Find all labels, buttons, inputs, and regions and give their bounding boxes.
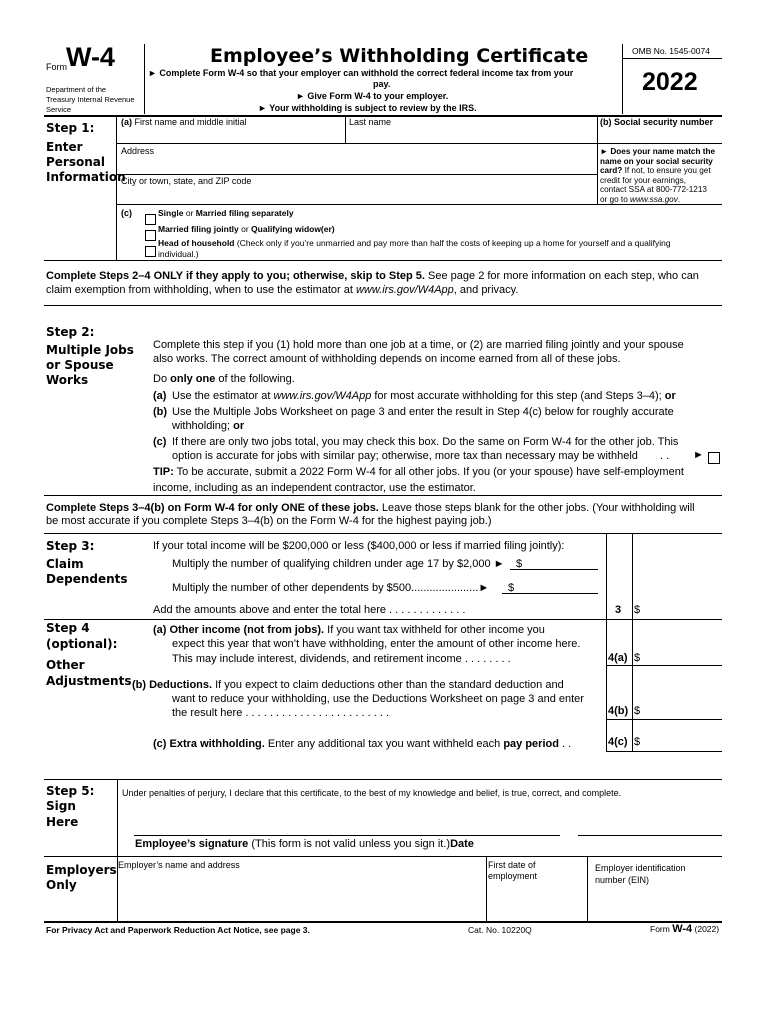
privacy-notice: For Privacy Act and Paperwork Reduction Act Notice, see page 3. [46, 925, 310, 935]
step-2-intro-2: also works. The correct amount of withholding depends on income earned from all of these jobs. [153, 353, 621, 365]
ssn-note-1: ► Does your name match the [600, 147, 716, 156]
step-2c-label: (c) [153, 436, 167, 448]
step-1-heading: Step 1: [46, 121, 95, 135]
step-2c-leader-dots: . . [660, 450, 670, 462]
ssn-note-3: card? If not, to ensure you get [600, 166, 711, 175]
step-2a-text: Use the estimator at www.irs.gov/W4App for most accurate withholding for this step (and Steps 3–4); or [172, 390, 676, 402]
head-of-household-option-label-2: individual.) [158, 249, 199, 259]
date-field[interactable] [578, 815, 720, 835]
header-instruction-3: ► Your withholding is subject to review by the IRS. [258, 103, 477, 113]
step-2-tip-1: TIP: To be accurate, submit a 2022 Form W-4 for all other jobs. If you (or your spouse) have self-employment [153, 466, 684, 478]
ssn-note-4: credit for your earnings, [600, 175, 687, 185]
step-2-sub-3: Works [46, 373, 89, 387]
dept-line-3: Service [46, 105, 72, 114]
ein-label-1: Employer identification [595, 863, 686, 873]
step-2-sub-1: Multiple Jobs [46, 343, 134, 357]
employer-name-field[interactable] [119, 872, 484, 918]
other-dependents-label: Multiply the number of other dependents by $500......................► [172, 582, 490, 594]
ssn-note [600, 147, 715, 204]
step-2-intro-1: Complete this step if you (1) hold more than one job at a time, or (2) are married filing jointly and your spouse [153, 339, 684, 351]
step-4-heading: Step 4 [46, 621, 90, 635]
two-jobs-checkbox[interactable] [708, 452, 720, 464]
first-name-label: (a) First name and middle initial [121, 117, 247, 127]
line-4b-amount-field[interactable] [644, 702, 720, 717]
ein-label-2: number (EIN) [595, 875, 650, 885]
omb-number: OMB No. 1545-0074 [632, 46, 710, 56]
step-1-sub-2: Personal [46, 155, 105, 169]
first-date-field[interactable] [488, 884, 585, 918]
step-4-heading-2: (optional): [46, 637, 118, 651]
ssn-note-5: contact SSA at 800-772-1213 [600, 185, 707, 194]
step-4a-line-1: (a) Other income (not from jobs). If you want tax withheld for other income you [153, 624, 545, 636]
footer-form-id: Form W-4 (2022) [650, 923, 720, 935]
married-jointly-checkbox[interactable] [145, 230, 156, 241]
step-5-sub-1: Sign [46, 799, 76, 813]
qualifying-children-label: Multiply the number of qualifying children under age 17 by $2,000 ► [172, 558, 505, 570]
step-4a-line-2: expect this year that won’t have withholding, enter the amount of other income here. [172, 638, 581, 650]
step-5-heading: Step 5: [46, 784, 95, 798]
ein-field[interactable] [590, 888, 720, 918]
step-2a-label: (a) [153, 390, 167, 402]
line-4c-number: 4(c) [608, 736, 628, 748]
step-2-do-one: Do only one of the following. [153, 373, 295, 385]
line-3-number: 3 [615, 604, 622, 616]
line-4a-amount-field[interactable] [644, 649, 720, 664]
ssn-note-2: name on your social security [600, 156, 713, 166]
step-4b-line-1: (b) Deductions. If you expect to claim deductions other than the standard deduction and [132, 679, 564, 691]
line-3-amount-field[interactable] [644, 601, 720, 617]
step-4b-line-3: the result here . . . . . . . . . . . . . . . . . . . . . . . . [172, 707, 390, 719]
perjury-statement: Under penalties of perjury, I declare that this certificate, to the best of my knowledge and belief, is true, correct, and complete. [122, 788, 622, 798]
address-label: Address [121, 146, 155, 156]
notice-2-line-1: Complete Steps 3–4(b) on Form W-4 for only ONE of these jobs. Leave those steps blank for the other jobs. (Your withholding will [46, 502, 695, 514]
filing-status-label: (c) [121, 208, 132, 218]
catalog-number: Cat. No. 10220Q [468, 925, 532, 935]
step-1-sub-1: Enter [46, 140, 83, 154]
ssn-field[interactable] [599, 128, 721, 142]
notice-1-line-2: claim exemption from withholding, when to use the estimator at www.irs.gov/W4App, and privacy. [46, 284, 519, 296]
step-3-sub-1: Claim [46, 557, 84, 571]
notice-2-line-2: be most accurate if you complete Steps 3–4(b) on the Form W-4 for the highest paying job.) [46, 515, 492, 527]
page-title: Employee’s Withholding Certificate [210, 45, 589, 67]
step-2c-text-2: option is accurate for jobs with similar pay; otherwise, more tax than necessary may be withheld [172, 450, 638, 462]
head-of-household-checkbox[interactable] [145, 246, 156, 257]
first-date-label-1: First date of [488, 860, 536, 870]
qualifying-children-field[interactable] [524, 556, 596, 568]
arrow-right-icon: ► [693, 449, 704, 461]
city-field[interactable] [118, 187, 595, 203]
single-option-label: Single or Married filing separately [158, 208, 294, 218]
line-4b-number: 4(b) [608, 705, 629, 717]
step-3-heading: Step 3: [46, 539, 95, 553]
line-4c-dollar: $ [634, 736, 641, 748]
step-4a-line-3: This may include interest, dividends, and retirement income . . . . . . . . [172, 653, 511, 665]
header-instruction-2: ► Give Form W-4 to your employer. [296, 91, 449, 101]
ssn-label: (b) Social security number [600, 117, 714, 127]
step-2c-text-1: If there are only two jobs total, you may check this box. Do the same on Form W-4 for the other job. This [172, 436, 679, 448]
employer-name-label: Employer’s name and address [118, 860, 240, 870]
step-4b-line-2: want to reduce your withholding, use the Deductions Worksheet on page 3 and enter [172, 693, 584, 705]
ssn-note-6: or go to www.ssa.gov. [600, 194, 681, 204]
step-3-sub-2: Dependents [46, 572, 128, 586]
qualifying-children-dollar: $ [516, 558, 523, 570]
last-name-field[interactable] [347, 128, 595, 142]
dept-line-2: Treasury Internal Revenue [46, 95, 135, 104]
first-date-label-2: employment [488, 871, 538, 881]
address-field[interactable] [118, 157, 595, 173]
step-4c-line: (c) Extra withholding. Enter any additional tax you want withheld each pay period . . [153, 738, 572, 750]
line-4c-amount-field[interactable] [644, 733, 720, 749]
signature-field[interactable] [134, 815, 558, 835]
last-name-label: Last name [349, 117, 392, 127]
header-instruction-1b: pay. [373, 79, 391, 89]
header-instruction-1: ► Complete Form W-4 so that your employer can withhold the correct federal income tax from your [148, 68, 574, 78]
step-2b-label: (b) [153, 406, 168, 418]
form-name: W-4 [66, 42, 115, 72]
line-4a-number: 4(a) [608, 652, 628, 664]
head-of-household-option-label: Head of household (Check only if you’re unmarried and pay more than half the costs of keeping up a home for yourself and a qualifying [158, 238, 671, 248]
other-dependents-dollar: $ [508, 582, 515, 594]
form-label: Form [46, 62, 67, 72]
tax-year: 2022 [642, 68, 698, 96]
step-2-tip-2: income, including as an independent contractor, use the estimator. [153, 482, 476, 494]
step-2b-text-2: withholding; or [172, 420, 245, 432]
married-jointly-option-label: Married filing jointly or Qualifying widow(er) [158, 224, 335, 234]
step-2-sub-2: or Spouse [46, 358, 114, 372]
first-name-field[interactable] [118, 128, 343, 142]
step-3-total-label: Add the amounts above and enter the total here . . . . . . . . . . . . . [153, 604, 466, 616]
step-4-sub-1: Other [46, 658, 85, 672]
dept-line-1: Department of the [46, 85, 107, 94]
step-5-sub-2: Here [46, 815, 79, 829]
step-2b-text-1: Use the Multiple Jobs Worksheet on page 3 and enter the result in Step 4(c) below for roughly accurate [172, 406, 674, 418]
notice-1-line-1: Complete Steps 2–4 ONLY if they apply to you; otherwise, skip to Step 5. See page 2 for more information on each step, who can [46, 270, 699, 282]
city-label: City or town, state, and ZIP code [121, 176, 252, 186]
step-4-sub-2: Adjustments [46, 674, 132, 688]
step-2-heading: Step 2: [46, 325, 95, 339]
step-1-sub-3: Information [46, 170, 126, 184]
single-checkbox[interactable] [145, 214, 156, 225]
signature-label: Employee’s signature (This form is not valid unless you sign it.)Date [135, 838, 474, 850]
other-dependents-field[interactable] [516, 580, 596, 592]
line-3-dollar: $ [634, 604, 641, 616]
step-3-intro: If your total income will be $200,000 or less ($400,000 or less if married filing jointly): [153, 540, 565, 552]
line-4b-dollar: $ [634, 705, 641, 717]
line-4a-dollar: $ [634, 652, 641, 664]
employers-heading-1: Employers [46, 863, 117, 877]
employers-heading-2: Only [46, 878, 77, 892]
